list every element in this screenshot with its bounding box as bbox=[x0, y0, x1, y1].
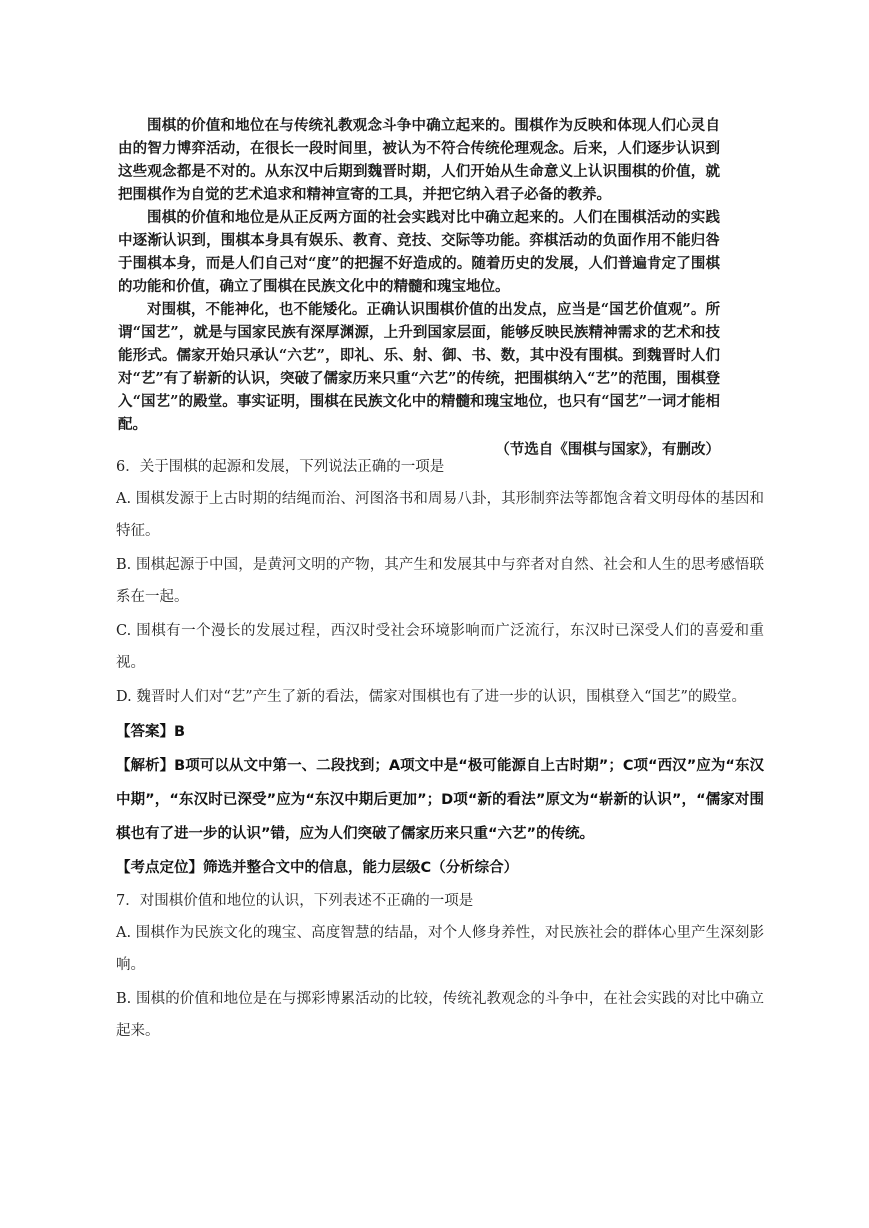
q6-option-a: A. 围棋发源于上古时期的结绳而治、河图洛书和周易八卦，其形制弈法等都饱含着文明母体的基因和特征。 bbox=[116, 491, 764, 539]
q6-stem: 6．关于围棋的起源和发展，下列说法正确的一项是 bbox=[116, 459, 445, 475]
q6-option-c: C. 围棋有一个漫长的发展过程，西汉时受社会环境影响而广泛流行，东汉时已深受人们的喜爱和重视。 bbox=[116, 623, 764, 671]
passage-paragraph-2: 围棋的价值和地位是从正反两方面的社会实践对比中确立起来的。人们在围棋活动的实践中逐渐认识到，围棋本身具有娱乐、教育、竞技、交际等功能。弈棋活动的负面作用不能归咎于围棋本身，而是人们自己对“度”的把握不好造成的。随着历史的发展，人们普遍肯定了围棋的功能和价值，确立了围棋在民族文化中的精髓和瑰宝地位。 bbox=[118, 209, 720, 295]
q6-test-point: 【考点定位】筛选并整合文中的信息，能力层级C（分析综合） bbox=[116, 860, 519, 876]
q6-analysis: 【解析】B项可以从文中第一、二段找到；A项文中是“极可能源自上古时期”；C项“西汉”应为“东汉中期”，“东汉时已深受”应为“东汉中期后更加”；D项“新的看法”原文为“崭新的认识”，“儒家对围棋也有了进一步的认识”错，应为人们突破了儒家历来只重“六艺”的传统。 bbox=[116, 758, 764, 842]
q7-stem: 7．对围棋价值和地位的认识，下列表述不正确的一项是 bbox=[116, 893, 474, 909]
q7-option-b: B. 围棋的价值和地位是在与掷彩博累活动的比较，传统礼教观念的斗争中，在社会实践的对比中确立起来。 bbox=[116, 991, 764, 1039]
q6-option-d: D. 魏晋时人们对“艺”产生了新的看法，儒家对围棋也有了进一步的认识，围棋登入“国艺”的殿堂。 bbox=[116, 689, 746, 705]
questions bbox=[116, 451, 764, 1049]
scanned-passage bbox=[118, 114, 720, 461]
q6-option-b: B. 围棋起源于中国，是黄河文明的产物，其产生和发展其中与弈者对自然、社会和人生的思考感悟联系在一起。 bbox=[116, 557, 764, 605]
passage-paragraph-1: 围棋的价值和地位在与传统礼教观念斗争中确立起来的。围棋作为反映和体现人们心灵自由的智力博弈活动，在很长一段时间里，被认为不符合传统伦理观念。后来，人们逐步认识到这些观念都是不对的。从东汉中后期到魏晋时期，人们开始从生命意义上认识围棋的价值，就把围棋作为自觉的艺术追求和精神宣寄的工具，并把它纳入君子必备的教养。 bbox=[118, 117, 720, 203]
q7-option-a: A. 围棋作为民族文化的瑰宝、高度智慧的结晶，对个人修身养性，对民族社会的群体心里产生深刻影响。 bbox=[116, 925, 764, 973]
q6-answer: 【答案】B bbox=[116, 724, 186, 740]
passage-source: （节选自《围棋与国家》，有删改） bbox=[495, 441, 720, 458]
passage-paragraph-3: 对围棋，不能神化，也不能矮化。正确认识围棋价值的出发点，应当是“国艺价值观”。所谓“国艺”，就是与国家民族有深厚渊源，上升到国家层面，能够反映民族精神需求的艺术和技能形式。儒家开始只承认“六艺”，即礼、乐、射、御、书、数，其中没有围棋。到魏晋时人们对“艺”有了崭新的认识，突破了儒家历来只重“六艺”的传统，把围棋纳入“艺”的范围，围棋登入“国艺”的殿堂。事实证明，围棋在民族文化中的精髓和瑰宝地位，也只有“国艺”一词才能相配。 bbox=[118, 301, 720, 433]
